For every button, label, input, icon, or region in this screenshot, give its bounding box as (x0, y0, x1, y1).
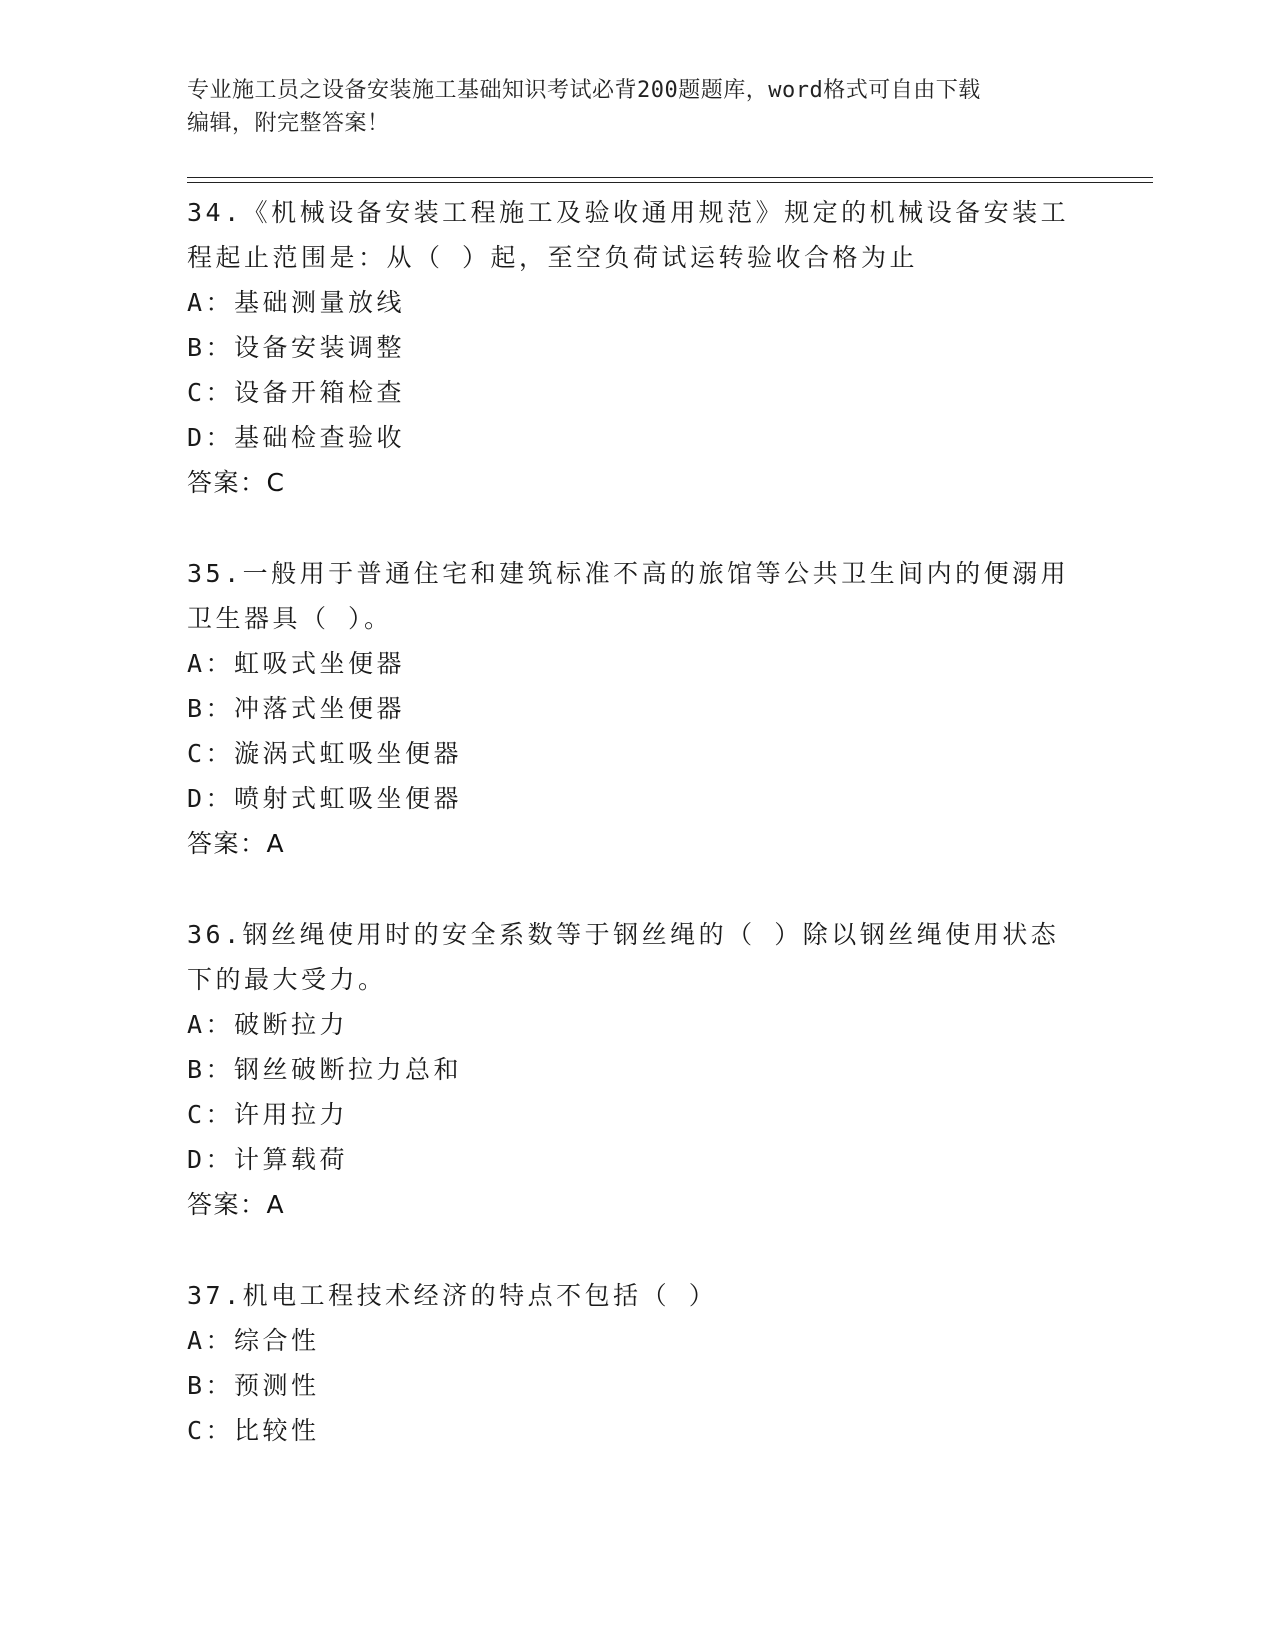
header-divider-top (187, 177, 1153, 178)
header-divider-bottom (187, 182, 1153, 183)
question-stem-line: 36.钢丝绳使用时的安全系数等于钢丝绳的（ ）除以钢丝绳使用状态 (187, 920, 1060, 949)
question-stem-line: 卫生器具（ ）。 (187, 604, 393, 633)
question-stem-line: 35.一般用于普通住宅和建筑标准不高的旅馆等公共卫生间内的便溺用 (187, 559, 1070, 588)
option-c: C：漩涡式虹吸坐便器 (187, 739, 463, 768)
question-stem-line: 程起止范围是：从（ ）起，至空负荷试运转验收合格为止 (187, 243, 919, 272)
option-d: D：基础检查验收 (187, 423, 406, 452)
answer: 答案：C (187, 468, 286, 497)
option-d: D：计算载荷 (187, 1145, 349, 1174)
question-36 (187, 912, 1087, 1227)
option-c: C：比较性 (187, 1416, 320, 1445)
document-header (187, 74, 1067, 140)
question-37 (187, 1273, 1087, 1453)
option-a: A：虹吸式坐便器 (187, 649, 406, 678)
header-line-1: 专业施工员之设备安装施工基础知识考试必背200题题库，word格式可自由下载 (187, 78, 981, 103)
question-stem-line: 34.《机械设备安装工程施工及验收通用规范》规定的机械设备安装工 (187, 198, 1070, 227)
question-list (187, 190, 1087, 1499)
option-a: A：破断拉力 (187, 1010, 349, 1039)
option-b: B：钢丝破断拉力总和 (187, 1055, 463, 1084)
question-34 (187, 190, 1087, 505)
option-d: D：喷射式虹吸坐便器 (187, 784, 463, 813)
question-35 (187, 551, 1087, 866)
option-a: A：基础测量放线 (187, 288, 406, 317)
question-stem-line: 37.机电工程技术经济的特点不包括（ ） (187, 1281, 718, 1310)
option-b: B：预测性 (187, 1371, 320, 1400)
answer: 答案：A (187, 1190, 286, 1219)
question-stem-line: 下的最大受力。 (187, 965, 387, 994)
option-c: C：许用拉力 (187, 1100, 349, 1129)
option-a: A：综合性 (187, 1326, 320, 1355)
answer: 答案：A (187, 829, 286, 858)
option-b: B：设备安装调整 (187, 333, 406, 362)
header-line-2: 编辑，附完整答案！ (187, 111, 390, 136)
option-c: C：设备开箱检查 (187, 378, 406, 407)
option-b: B：冲落式坐便器 (187, 694, 406, 723)
